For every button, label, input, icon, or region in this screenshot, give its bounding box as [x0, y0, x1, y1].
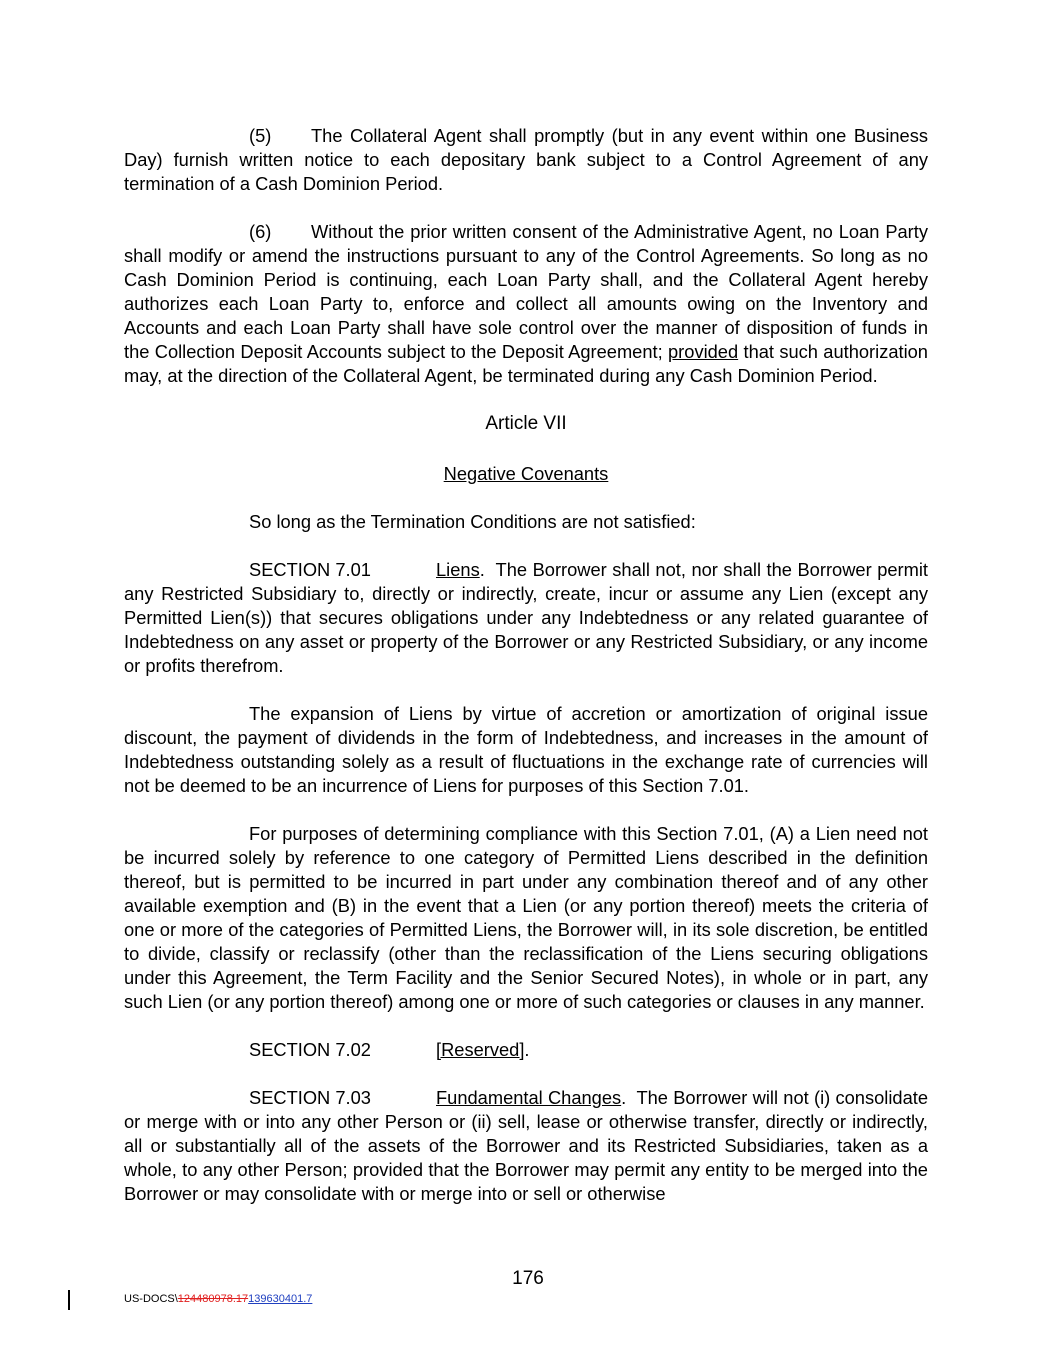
section-7-02: SECTION 7.02 [Reserved].	[249, 1039, 530, 1060]
paragraph-number: (6)	[249, 221, 272, 242]
section-7-01: SECTION 7.01 Liens. The Borrower shall not, nor shall the Borrower permit any Restricted Subsidiary to, directly or indirectly, create, incur or assume any Lien (except any Permitted Lien(s)) that secures obligations under any Indebtedness or any related guarantee of Indebtedness on any asset or property of the Borrower or any Restricted Subsidiary, or any income or profits therefrom.	[124, 559, 928, 676]
section-number: SECTION 7.01	[249, 559, 371, 580]
provided-term: provided	[668, 341, 739, 362]
section-heading: [Reserved]	[436, 1039, 525, 1060]
provided-term: provided	[352, 1159, 424, 1180]
section-text: The Borrower will not (i) consolidate or merge with or into any other Person or (ii) sell, lease or otherwise transfer, directly or indirectly, all or substantially all of the assets of the Borrower and its Restricted Subsidiaries, taken as a whole, to any other Person;	[124, 1087, 928, 1180]
article-subtitle-text: Negative Covenants	[443, 463, 609, 484]
document-page	[124, 124, 928, 1206]
article-intro: So long as the Termination Conditions are not satisfied:	[249, 511, 696, 532]
section-7-03: SECTION 7.03 Fundamental Changes. The Borrower will not (i) consolidate or merge with or into any other Person or (ii) sell, lease or otherwise transfer, directly or indirectly, all or substantially all of the assets of the Borrower and its Restricted Subsidiaries, taken as a whole, to any other Person; provided that the Borrower may permit any entity to be merged into the Borrower or may consolidate with or merge into or sell or otherwise	[124, 1087, 928, 1204]
section-7-01-para-3: For purposes of determining compliance with this Section 7.01, (A) a Lien need not be incurred solely by reference to one category of Permitted Liens described in the definition thereof, but is permitted to be incurred in part under any combination thereof and of any other available exemption and (B) in the event that a Lien (or any portion thereof) meets the criteria of one or more of the categories of Permitted Liens, the Borrower will, in its sole discretion, be entitled to divide, classify or reclassify (other than the reclassification of the Liens securing obligations under this Agreement, the Term Facility and the Senior Secured Notes), in whole or in part, any such Lien (or any portion thereof) among one or more of such categories or clauses in any manner.	[124, 823, 928, 1012]
article-subtitle	[124, 462, 928, 486]
page-number: 176	[512, 1268, 544, 1289]
article-title: Article VII	[485, 413, 567, 434]
doc-prefix: US-DOCS\	[124, 1293, 178, 1305]
deleted-doc-id: 124480978.17	[177, 1293, 249, 1305]
paragraph-6	[124, 220, 928, 388]
change-bar	[68, 1290, 70, 1310]
section-number: SECTION 7.03	[249, 1087, 371, 1108]
section-number: SECTION 7.02	[249, 1039, 371, 1060]
section-text: that the Borrower may permit any entity to be merged into the Borrower or may consolidate with or merge into or sell or otherwise	[124, 1159, 928, 1204]
section-heading: Fundamental Changes	[436, 1087, 622, 1108]
paragraph-number: (5)	[249, 125, 272, 146]
section-heading: Liens	[436, 559, 480, 580]
paragraph-text: The Collateral Agent shall promptly (but in any event within one Business Day) furnish written notice to each depositary bank subject to a Control Agreement of any termination of a Cash Dominion Period.	[124, 125, 928, 194]
paragraph-5	[124, 124, 928, 196]
paragraph-text: Without the prior written consent of the Administrative Agent, no Loan Party shall modify or amend the instructions pursuant to any of the Control Agreements. So long as no Cash Dominion Period is continuing, each Loan Party shall, and the Collateral Agent hereby authorizes each Loan Party to, enforce and collect all amounts owing on the Inventory and Accounts and each Loan Party shall have sole control over the manner of disposition of funds in the Collection Deposit Accounts subject to the Deposit Agreement;	[124, 221, 928, 362]
inserted-doc-id: 139630401.7	[248, 1293, 313, 1305]
section-text: The Borrower shall not, nor shall the Borrower permit any Restricted Subsidiary to, directly or indirectly, create, incur or assume any Lien (except any Permitted Lien(s)) that secures obligations under any Indebtedness or any related guarantee of Indebtedness on any asset or property of the Borrower or any Restricted Subsidiary, or any income or profits therefrom.	[124, 559, 928, 676]
paragraph-text: that such authorization may, at the direction of the Collateral Agent, be terminated during any Cash Dominion Period.	[124, 341, 928, 386]
document-id-footer	[124, 1293, 312, 1305]
section-7-01-para-2: The expansion of Liens by virtue of accretion or amortization of original issue discount, the payment of dividends in the form of Indebtedness, and increases in the amount of Indebtedness outstanding solely as a result of fluctuations in the exchange rate of currencies will not be deemed to be an incurrence of Liens for purposes of this Section 7.01.	[124, 703, 928, 796]
